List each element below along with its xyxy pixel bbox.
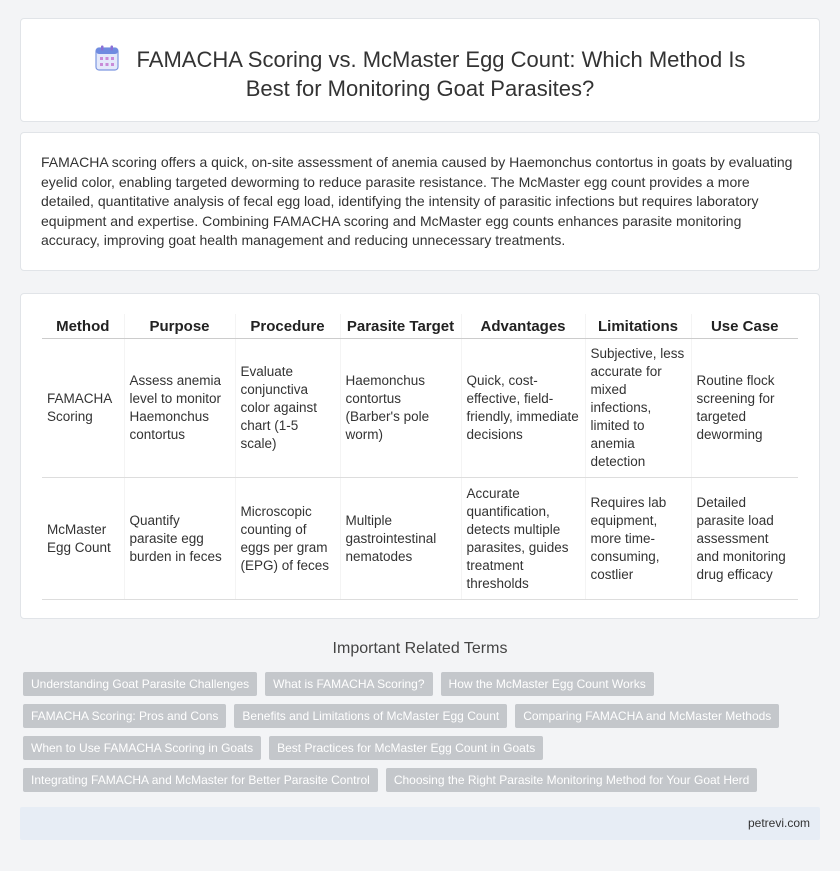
related-term-tag[interactable]: Best Practices for McMaster Egg Count in Goats bbox=[269, 736, 543, 760]
related-terms-list bbox=[23, 672, 803, 800]
table-row bbox=[42, 478, 798, 600]
table-cell: Multiple gastrointestinal nematodes bbox=[340, 478, 461, 600]
related-term-tag[interactable]: Understanding Goat Parasite Challenges bbox=[23, 672, 257, 696]
footer bbox=[20, 807, 820, 840]
related-term-tag[interactable]: Comparing FAMACHA and McMaster Methods bbox=[515, 704, 779, 728]
column-header: Advantages bbox=[461, 314, 585, 339]
comparison-table bbox=[42, 314, 798, 600]
table-cell: Routine flock screening for targeted deworming bbox=[691, 339, 798, 478]
title-line-1: FAMACHA Scoring vs. McMaster Egg Count: Which Method Is bbox=[136, 47, 746, 72]
column-header: Parasite Target bbox=[340, 314, 461, 339]
related-term-tag[interactable]: Integrating FAMACHA and McMaster for Better Parasite Control bbox=[23, 768, 378, 792]
calendar-icon bbox=[95, 45, 119, 71]
table-cell: McMaster Egg Count bbox=[42, 478, 124, 600]
title-card bbox=[20, 18, 820, 122]
footer-site-link[interactable]: petrevi.com bbox=[747, 816, 810, 830]
column-header: Use Case bbox=[691, 314, 798, 339]
column-header: Purpose bbox=[124, 314, 235, 339]
table-cell: Requires lab equipment, more time-consuming, costlier bbox=[585, 478, 691, 600]
column-header: Procedure bbox=[235, 314, 340, 339]
comparison-table-card bbox=[20, 293, 820, 619]
table-cell: Detailed parasite load assessment and monitoring drug efficacy bbox=[691, 478, 798, 600]
related-term-tag[interactable]: What is FAMACHA Scoring? bbox=[265, 672, 432, 696]
title-line-2: Best for Monitoring Goat Parasites? bbox=[245, 76, 595, 101]
page-title bbox=[21, 45, 819, 103]
table-cell: Quantify parasite egg burden in feces bbox=[124, 478, 235, 600]
table-cell: Evaluate conjunctiva color against chart (1-5 scale) bbox=[235, 339, 340, 478]
tag-row bbox=[23, 768, 803, 792]
column-header: Method bbox=[42, 314, 124, 339]
column-header: Limitations bbox=[585, 314, 691, 339]
table-cell: Microscopic counting of eggs per gram (EPG) of feces bbox=[235, 478, 340, 600]
tag-row bbox=[23, 704, 803, 728]
related-term-tag[interactable]: When to Use FAMACHA Scoring in Goats bbox=[23, 736, 261, 760]
table-cell: FAMACHA Scoring bbox=[42, 339, 124, 478]
related-term-tag[interactable]: Benefits and Limitations of McMaster Egg Count bbox=[234, 704, 507, 728]
table-header-row bbox=[42, 314, 798, 339]
table-cell: Haemonchus contortus (Barber's pole worm) bbox=[340, 339, 461, 478]
intro-card bbox=[20, 132, 820, 271]
table-cell: Accurate quantification, detects multiple parasites, guides treatment thresholds bbox=[461, 478, 585, 600]
table-cell: Assess anemia level to monitor Haemonchus contortus bbox=[124, 339, 235, 478]
related-term-tag[interactable]: How the McMaster Egg Count Works bbox=[441, 672, 654, 696]
table-row bbox=[42, 339, 798, 478]
related-term-tag[interactable]: FAMACHA Scoring: Pros and Cons bbox=[23, 704, 226, 728]
table-cell: Subjective, less accurate for mixed infections, limited to anemia detection bbox=[585, 339, 691, 478]
related-terms-heading: Important Related Terms bbox=[332, 640, 508, 657]
table-cell: Quick, cost-effective, field-friendly, immediate decisions bbox=[461, 339, 585, 478]
tag-row bbox=[23, 736, 803, 760]
tag-row bbox=[23, 672, 803, 696]
intro-paragraph: FAMACHA scoring offers a quick, on-site assessment of anemia caused by Haemonchus contortus in goats by evaluating eyelid color, enabling targeted deworming to reduce parasite resistance. The McMaster egg count provides a more detailed, quantitative analysis of fecal egg load, identifying the intensity of parasitic infections but requires laboratory equipment and expertise. Combining FAMACHA scoring and McMaster egg counts enhances parasite monitoring accuracy, improving goat health management and reducing unnecessary treatments. bbox=[41, 154, 793, 248]
related-term-tag[interactable]: Choosing the Right Parasite Monitoring Method for Your Goat Herd bbox=[386, 768, 758, 792]
